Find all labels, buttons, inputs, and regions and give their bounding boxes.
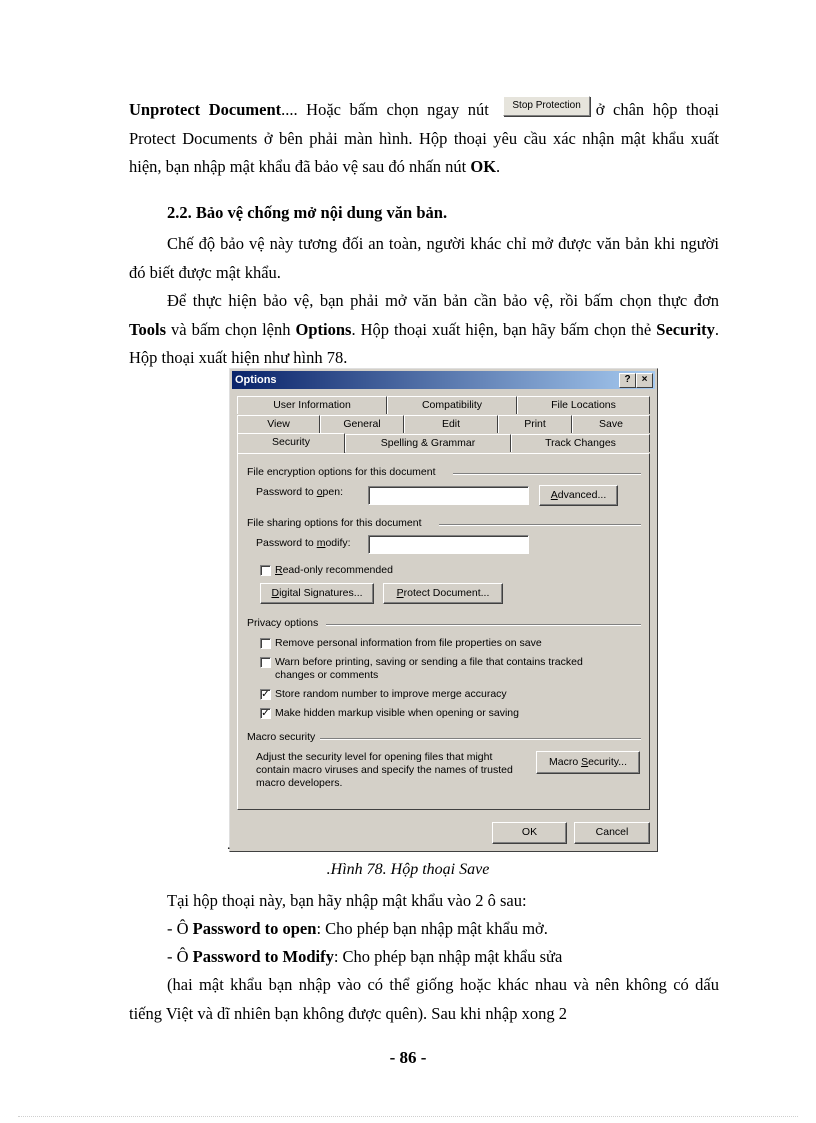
para2-b: và bấm chọn lệnh: [171, 319, 291, 339]
tab-compatibility[interactable]: Compatibility: [387, 396, 517, 414]
page-number: - 86 -: [389, 1048, 427, 1067]
bullet-password-modify: [167, 943, 727, 972]
protect-document-button[interactable]: Protect Document...: [383, 583, 503, 604]
body-last-paragraph: (hai mật khẩu bạn nhập vào có thể giống hoặc khác nhau và nên không có dấu tiếng Việt và dĩ nhiên bạn không được quên). Sau khi nhập xong 2: [129, 975, 719, 1023]
tab-spelling-grammar[interactable]: Spelling & Grammar: [345, 434, 511, 452]
sharing-group-label: File sharing options for this document: [247, 517, 422, 529]
tab-print[interactable]: Print: [498, 415, 572, 433]
section-paragraph-2: [129, 287, 719, 373]
readonly-checkbox[interactable]: [260, 565, 271, 576]
dialog-title: Options: [235, 374, 277, 386]
readonly-label: Read-only recommended: [275, 564, 393, 576]
bullet-rest-1: : Cho phép bạn nhập mật khẩu mở.: [316, 919, 548, 938]
close-button[interactable]: ×: [636, 373, 653, 388]
privacy-group-label: Privacy options: [247, 617, 319, 629]
remove-personal-info-checkbox[interactable]: [260, 638, 271, 649]
tab-save[interactable]: Save: [572, 415, 650, 433]
stop-protection-button: Stop Protection: [503, 96, 589, 116]
options-dialog: [229, 368, 658, 852]
para2-c: . Hộp thoại xuất hiện, bạn hãy bấm chọn thẻ: [351, 319, 652, 339]
intro-text-2: ở chân hộp thoại Protect Documents ở bên phải màn hình. Hộp thoại yêu cầu xác nhận mật khẩu xuất hiện, bạn nhập mật khẩu đã bảo vệ sau đó nhấn nút: [129, 100, 720, 176]
intro-paragraph: [129, 96, 719, 182]
para2-a: Để thực hiện bảo vệ, bạn phải mở văn bản cần bảo vệ, rồi bấm chọn thực đơn: [167, 291, 719, 310]
password-modify-label: Password to modify:: [256, 537, 351, 549]
figure-caption: .Hình 78. Hộp thoại Save: [326, 861, 490, 878]
tab-edit[interactable]: Edit: [404, 415, 498, 433]
hidden-markup-label: Make hidden markup visible when opening or saving: [275, 707, 519, 719]
help-button[interactable]: ?: [619, 373, 636, 388]
dialog-titlebar: [232, 371, 655, 389]
warn-before-printing-label: Warn before printing, saving or sending a file that contains tracked changes or comments: [275, 656, 583, 681]
stray-dot: .: [227, 838, 231, 853]
remove-personal-info-label: Remove personal information from file properties on save: [275, 637, 542, 649]
page-bottom-border: [18, 1116, 798, 1117]
bullet-prefix-2: - Ô: [167, 947, 189, 966]
hidden-markup-checkbox[interactable]: ✓: [261, 708, 270, 719]
password-open-label: Password to open:: [256, 486, 343, 498]
encryption-group-line: [453, 473, 641, 475]
bullet-rest-2: : Cho phép bạn nhập mật khẩu sửa: [333, 947, 563, 966]
store-random-number-label: Store random number to improve merge accuracy: [275, 688, 507, 700]
section-heading: 2.2. Bảo vệ chống mở nội dung văn bản.: [167, 203, 448, 222]
tab-security[interactable]: Security: [237, 433, 345, 453]
intro-end: .: [496, 157, 501, 176]
security-bold: Security: [656, 319, 715, 339]
bullet-password-open: [167, 915, 727, 944]
privacy-group-line: [326, 624, 641, 626]
tab-track-changes[interactable]: Track Changes: [511, 434, 650, 452]
password-open-bold: Password to open: [192, 919, 317, 938]
ok-button[interactable]: OK: [492, 822, 567, 844]
macro-group-line: [320, 738, 641, 740]
intro-text: .... Hoặc bấm chọn ngay nút: [281, 100, 489, 119]
password-open-input[interactable]: [368, 486, 529, 505]
warn-before-printing-checkbox[interactable]: [260, 657, 271, 668]
encryption-group-label: File encryption options for this document: [247, 466, 436, 478]
ok-bold-text: OK: [470, 157, 497, 176]
macro-description: Adjust the security level for opening files that might contain macro viruses and specify the names of trusted macro developers.: [256, 751, 513, 789]
section-paragraph-1: Chế độ bảo vệ này tương đối an toàn, người khác chỉ mở được văn bản khi người đó biết được mật khẩu.: [129, 234, 719, 282]
tab-file-locations[interactable]: File Locations: [517, 396, 650, 414]
macro-group-label: Macro security: [247, 731, 316, 743]
tab-view[interactable]: View: [237, 415, 320, 433]
tab-user-information[interactable]: User Information: [237, 396, 387, 414]
store-random-number-checkbox[interactable]: ✓: [261, 689, 270, 700]
body-line-1: Tại hộp thoại này, bạn hãy nhập mật khẩu vào 2 ô sau:: [167, 891, 527, 910]
macro-security-button[interactable]: Macro Security...: [536, 751, 640, 774]
advanced-button[interactable]: Advanced...: [539, 485, 618, 506]
tools-bold: Tools: [129, 319, 166, 339]
sharing-group-line: [439, 524, 641, 526]
tab-row-3: [237, 434, 650, 452]
tab-row-1: [237, 396, 650, 414]
password-modify-input[interactable]: [368, 535, 529, 554]
tab-row-2: [237, 415, 650, 433]
bullet-prefix-1: - Ô: [167, 919, 189, 938]
para2-d: . Hộp thoại xuất hiện như hình 78.: [129, 319, 720, 367]
cancel-button[interactable]: Cancel: [574, 822, 650, 844]
unprotect-document-text: Unprotect Document: [129, 100, 282, 119]
password-modify-bold: Password to Modify: [192, 947, 334, 966]
tab-general[interactable]: General: [320, 415, 404, 433]
digital-signatures-button[interactable]: Digital Signatures...: [260, 583, 374, 604]
security-panel: [237, 453, 650, 810]
options-bold: Options: [295, 319, 352, 339]
